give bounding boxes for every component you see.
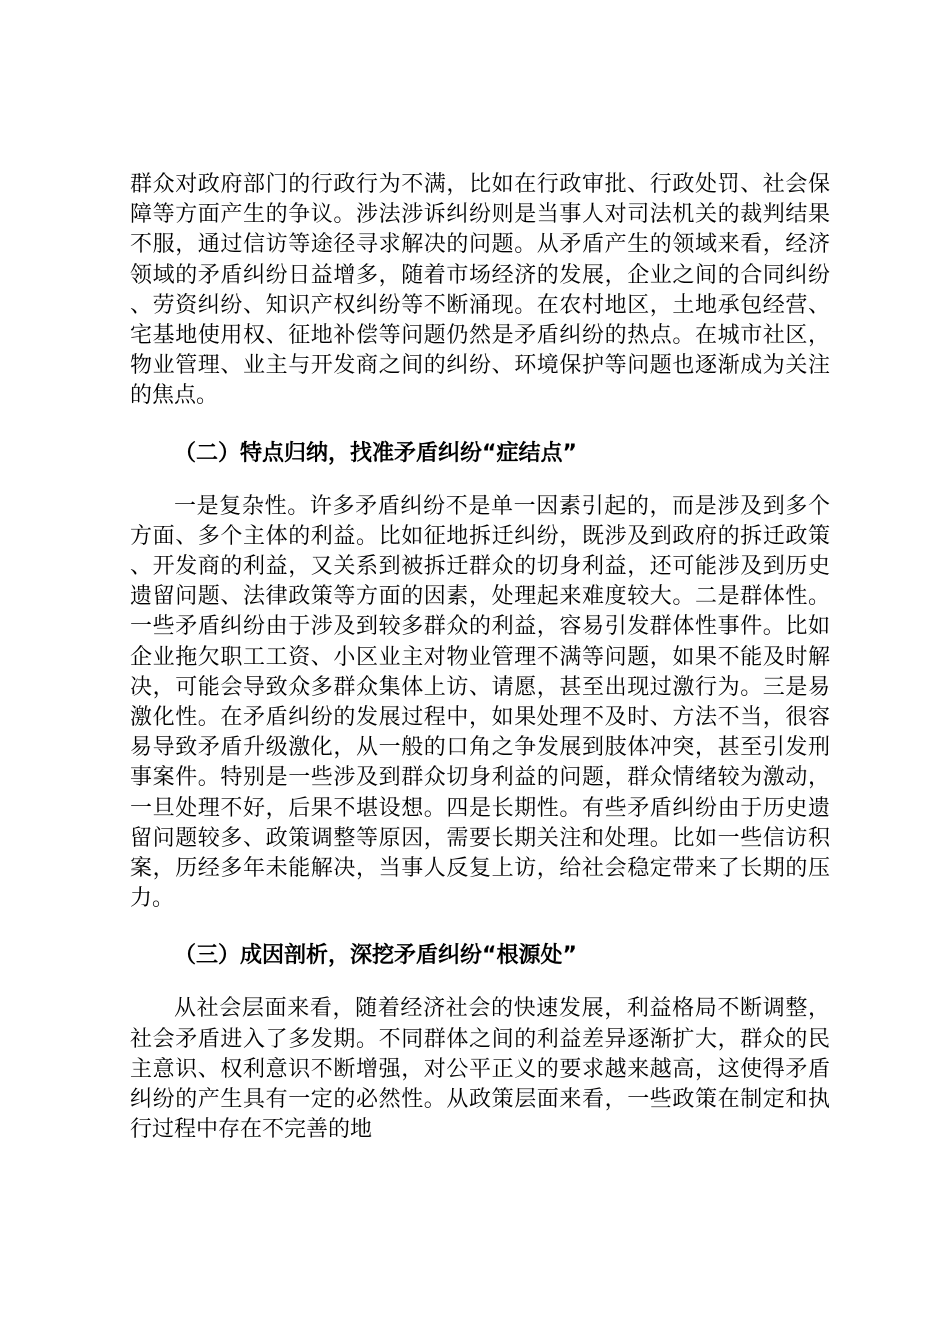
section-heading-causes: （三）成因剖析，深挖矛盾纠纷“根源处” <box>174 943 577 969</box>
body-paragraph-continued: 群众对政府部门的行政行为不满，比如在行政审批、行政处罚、社会保障等方面产生的争议。涉法涉诉纠纷则是当事人对司法机关的裁判结果不服，通过信访等途径寻求解决的问题。从矛盾产生的领域来看，经济领域的矛盾纠纷日益增多，随着市场经济的发展，企业之间的合同纠纷、劳资纠纷、知识产权纠纷等不断涌现。在农村地区，土地承包经营、宅基地使用权、征地补偿等问题仍然是矛盾纠纷的热点。在城市社区，物业管理、业主与开发商之间的纠纷、环境保护等问题也逐渐成为关注的焦点。 <box>130 172 830 409</box>
section-heading-characteristics: （二）特点归纳，找准矛盾纠纷“症结点” <box>174 440 577 466</box>
body-paragraph-causes: 从社会层面来看，随着经济社会的快速发展，利益格局不断调整，社会矛盾进入了多发期。不同群体之间的利益差异逐渐扩大，群众的民主意识、权利意识不断增强，对公平正义的要求越来越高，这使得矛盾纠纷的产生具有一定的必然性。从政策层面来看，一些政策在制定和执行过程中存在不完善的地 <box>130 996 830 1143</box>
document-body <box>130 170 830 1145</box>
body-paragraph-characteristics: 一是复杂性。许多矛盾纠纷不是单一因素引起的，而是涉及到多个方面、多个主体的利益。比如征地拆迁纠纷，既涉及到政府的拆迁政策、开发商的利益，又关系到被拆迁群众的切身利益，还可能涉及到历史遗留问题、法律政策等方面的因素，处理起来难度较大。二是群体性。一些矛盾纠纷由于涉及到较多群众的利益，容易引发群体性事件。比如企业拖欠职工工资、小区业主对物业管理不满等问题，如果不能及时解决，可能会导致众多群众集体上访、请愿，甚至出现过激行为。三是易激化性。在矛盾纠纷的发展过程中，如果处理不及时、方法不当，很容易导致矛盾升级激化，从一般的口角之争发展到肢体冲突，甚至引发刑事案件。特别是一些涉及到群众切身利益的问题，群众情绪较为激动，一旦处理不好，后果不堪设想。四是长期性。有些矛盾纠纷由于历史遗留问题较多、政策调整等原因，需要长期关注和处理。比如一些信访积案，历经多年未能解决，当事人反复上访，给社会稳定带来了长期的压力。 <box>130 493 830 912</box>
